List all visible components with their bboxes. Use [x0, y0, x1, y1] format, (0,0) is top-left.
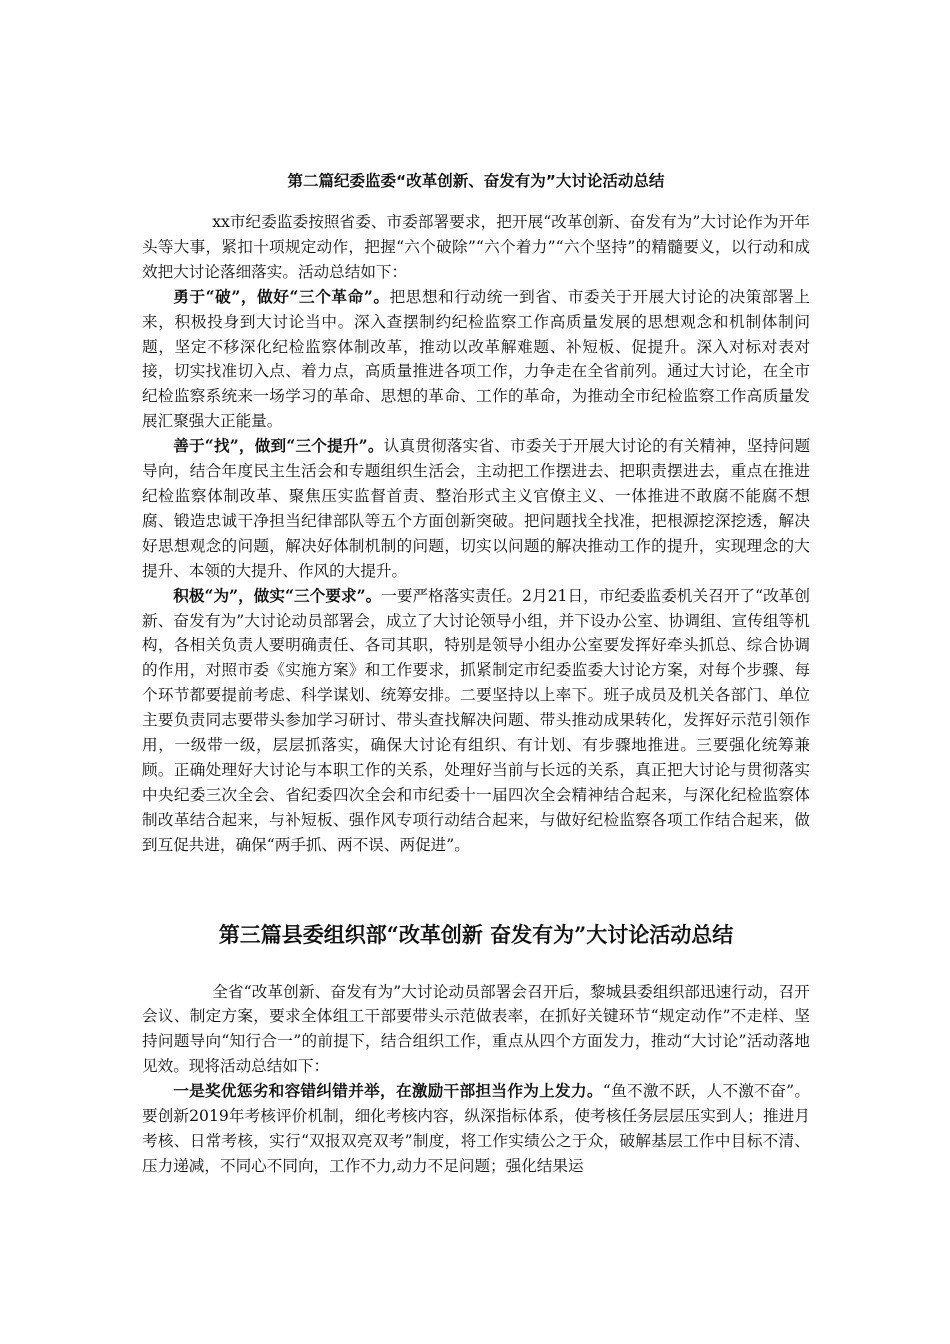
section2-paragraph-1-body: 把思想和行动统一到省、市委关于开展大讨论的决策部署上来，积极投身到大讨论当中。深入查摆制约纪检监察工作高质量发展的思想观念和机制体制问题，坚定不移深化纪检监察体制改革，推动以改革解难题、补短板、促提升。深入对标对表对接，切实找准切入点、着力点，高质量推进各项工作，力争走在全省前列。通过大讨论，在全市纪检监察系统来一场学习的革命、思想的革命、工作的革命，为推动全市纪检监察工作高质量发展汇聚强大正能量。: [142, 287, 810, 431]
section2-title: 第二篇纪委监委“改革创新、奋发有为”大讨论活动总结: [287, 172, 665, 190]
section2-intro: xx市纪委监委按照省委、市委部署要求，把开展“改革创新、奋发有为”大讨论作为开年头等大事，紧扣十项规定动作，把握“六个破除”“六个着力”“六个坚持”的精髓要义，以行动和成效把大讨论落细落实。活动总结如下：: [142, 213, 810, 281]
section3-paragraph-1: [142, 1079, 810, 1179]
section3-paragraph-1-lead: 一是奖优惩劣和容错纠错并举，在激励干部担当作为上发力。: [173, 1081, 603, 1101]
document-body: [142, 170, 810, 1179]
section2-paragraph-1-lead: 勇于“破”，做好“三个革命”。: [173, 286, 390, 306]
section2-paragraph-3-body: 一要严格落实责任。2月21日，市纪委监委机关召开了“改革创新、奋发有为”大讨论动员部署会，成立了大讨论领导小组，并下设办公室、协调组、宣传组等机构，各相关负责人要明确责任、各司其职，特别是领导小组办公室要发挥好牵头抓总、综合协调的作用，对照市委《实施方案》和工作要求，抓紧制定市纪委监委大讨论方案，对每个步骤、每个环节都要提前考虑、科学谋划、统筹安排。二要坚持以上率下。班子成员及机关各部门、单位主要负责同志要带头参加学习研讨、带头查找解决问题、带头推动成果转化，发挥好示范引领作用，一级带一级，层层抓落实，确保大讨论有组织、有计划、有步骤地推进。三要强化统筹兼顾。正确处理好大讨论与本职工作的关系，处理好当前与长远的关系，真正把大讨论与贯彻落实中央纪委三次全会、省纪委四次全会和市纪委十一届四次全会精神结合起来，与深化纪检监察体制改革结合起来，与补短板、强作风专项行动结合起来，与做好纪检监察各项工作结合起来，做到互促共进，确保“两手抓、两不误、两促进”。: [142, 586, 810, 854]
section2-paragraph-2: [142, 434, 810, 583]
section2-paragraph-1: [142, 285, 810, 434]
section3-intro: 全省“改革创新、奋发有为”大讨论动员部署会召开后，黎城县委组织部迅速行动，召开会议、制定方案，要求全体组工干部要带头示范做表率，在抓好关键环节“规定动作”不走样、坚持问题导向“知行合一”的前提下，结合组织工作，重点从四个方面发力，推动“大讨论”活动落地见效。现将活动总结如下：: [142, 982, 810, 1076]
section2-paragraph-2-lead: 善于“找”，做到“三个提升”。: [173, 436, 384, 456]
section2-paragraph-3-lead: 积极“为”，做实“三个要求”。: [173, 585, 382, 605]
section2-paragraph-3: [142, 584, 810, 858]
section3-title: 第三篇县委组织部“改革创新 奋发有为”大讨论活动总结: [218, 921, 734, 947]
section2-paragraph-2-body: 认真贯彻落实省、市委关于开展大讨论的有关精神，坚持问题导向，结合年度民主生活会和专题组织生活会，主动把工作摆进去、把职责摆进去，重点在推进纪检监察体制改革、聚焦压实监督首责、整治形式主义官僚主义、一体推进不敢腐不能腐不想腐、锻造忠诚干净担当纪律部队等五个方面创新突破。把问题找全找准，把根源挖深挖透，解决好思想观念的问题，解决好体制机制的问题，切实以问题的解决推动工作的提升，实现理念的大提升、本领的大提升、作风的大提升。: [142, 437, 810, 580]
section3-paragraph-1-body: “鱼不激不跃，人不激不奋”。要创新2019年考核评价机制，细化考核内容，纵深指标体系，使考核任务层层压实到人；推进月考核、日常考核，实行“双报双亮双考”制度，将工作实绩公之于众，破解基层工作中目标不清、压力递减，不同心不同向，工作不力,动力不足问题；强化结果运: [142, 1082, 810, 1175]
